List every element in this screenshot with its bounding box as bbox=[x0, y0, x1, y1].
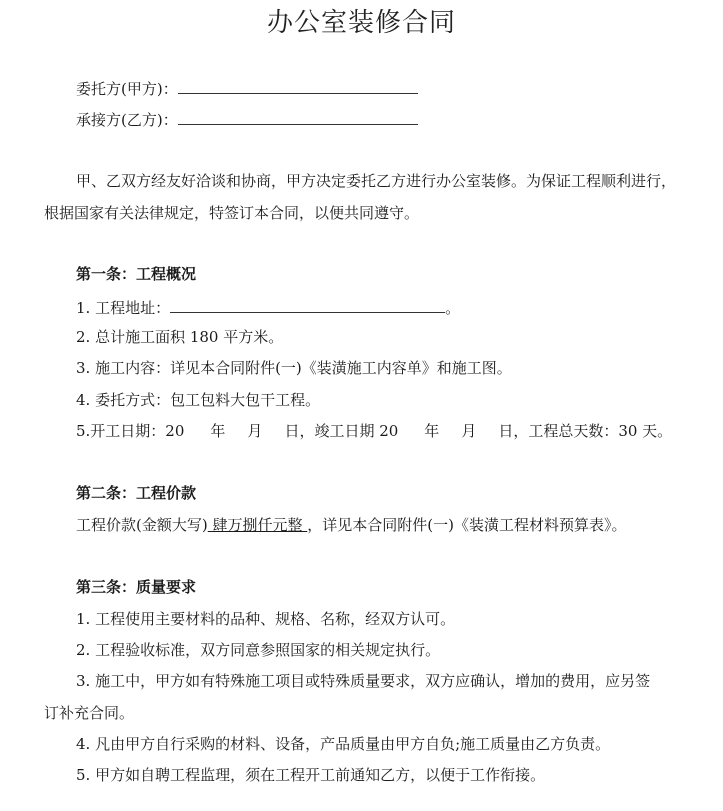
article3-item5: 5. 甲方如自聘工程监理，须在工程开工前通知乙方，以便于工作衔接。 bbox=[76, 766, 546, 784]
party-a-blank bbox=[178, 77, 418, 94]
article3-item4: 4. 凡由甲方自行采购的材料、设备，产品质量由甲方自负;施工质量由乙方负责。 bbox=[76, 735, 611, 753]
article1-heading: 第一条：工程概况 bbox=[76, 265, 197, 283]
price-note: ，详见本合同附件(一)《装潢工程材料预算表》。 bbox=[307, 516, 627, 534]
party-a-label: 委托方(甲方)： bbox=[76, 80, 178, 98]
address-blank bbox=[170, 296, 445, 313]
price-amount: 肆万捌仟元整 bbox=[207, 516, 308, 534]
total-days: 日，工程总天数：30 天。 bbox=[498, 422, 673, 440]
article1-item4: 4. 委托方式：包工包料大包干工程。 bbox=[76, 391, 321, 409]
party-b-label: 承接方(乙方)： bbox=[76, 111, 178, 129]
end-date-label: 日，竣工日期 20 bbox=[284, 422, 399, 440]
price-label: 工程价款(金额大写) bbox=[76, 516, 208, 534]
article3-item3-line2: 订补充合同。 bbox=[44, 704, 135, 722]
article1-item2: 2. 总计施工面积 180 平方米。 bbox=[76, 328, 284, 346]
start-date-label: 5.开工日期：20 bbox=[76, 422, 185, 440]
address-label: 1. 工程地址： bbox=[76, 299, 171, 317]
party-a-row bbox=[76, 77, 418, 99]
start-month: 月 bbox=[247, 422, 263, 440]
party-b-row bbox=[76, 108, 418, 130]
address-end: 。 bbox=[445, 299, 461, 317]
end-year: 年 bbox=[424, 422, 440, 440]
document-title: 办公室装修合同 bbox=[266, 8, 456, 38]
article3-heading: 第三条：质量要求 bbox=[76, 578, 197, 596]
end-month: 月 bbox=[461, 422, 477, 440]
article1-item3: 3. 施工内容：详见本合同附件(一)《装潢施工内容单》和施工图。 bbox=[76, 359, 512, 377]
article3-item1: 1. 工程使用主要材料的品种、规格、名称，经双方认可。 bbox=[76, 610, 456, 628]
intro-line-2: 根据国家有关法律规定，特签订本合同，以便共同遵守。 bbox=[44, 204, 420, 222]
article3-item3-line1: 3. 施工中，甲方如有特殊施工项目或特殊质量要求，双方应确认，增加的费用，应另签 bbox=[76, 672, 651, 690]
article2-text bbox=[76, 515, 626, 535]
intro-line-1: 甲、乙双方经友好洽谈和协商，甲方决定委托乙方进行办公室装修。为保证工程顺利进行， bbox=[76, 172, 677, 190]
article1-item5 bbox=[76, 421, 672, 441]
article1-item1 bbox=[76, 296, 460, 318]
start-year: 年 bbox=[210, 422, 226, 440]
article3-item2: 2. 工程验收标准，双方同意参照国家的相关规定执行。 bbox=[76, 641, 441, 659]
party-b-blank bbox=[178, 108, 418, 125]
article2-heading: 第二条：工程价款 bbox=[76, 484, 197, 502]
